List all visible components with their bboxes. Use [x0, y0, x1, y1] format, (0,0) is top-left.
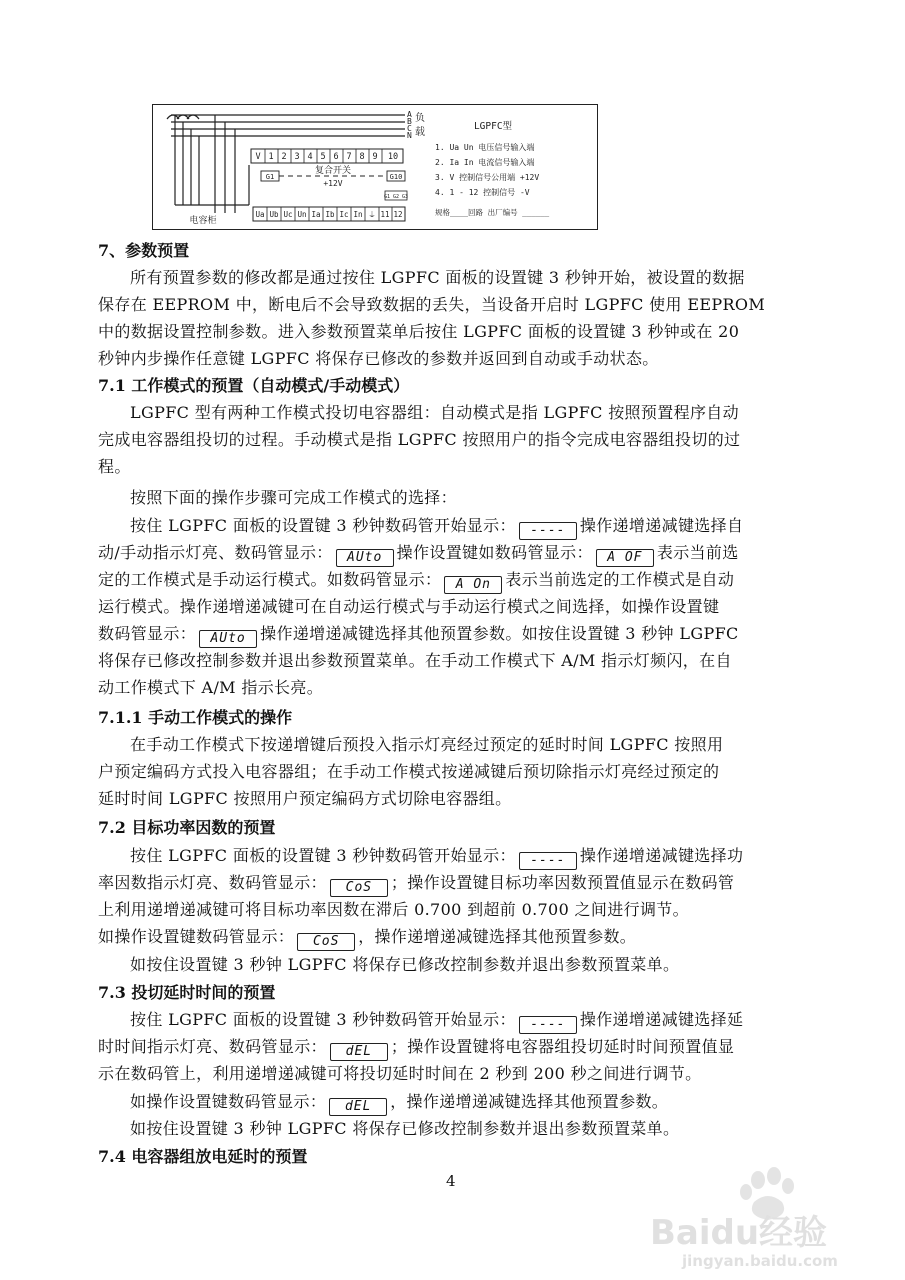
terminal-ib: Ib — [325, 210, 335, 219]
switch-g10: G10 — [389, 173, 403, 181]
s71-p3-f: 定的工作模式是手动运行模式。如数码管显示： — [98, 570, 442, 589]
display-dashes-2: ---- — [519, 852, 577, 870]
s73-line-1 — [130, 1008, 743, 1034]
diagram-legend — [435, 120, 550, 217]
terminal-9: 9 — [372, 152, 378, 162]
section-7-heading: 7、参数预置 — [98, 241, 190, 260]
terminal-4: 4 — [307, 152, 313, 162]
s72-c: 率因数指示灯亮、数码管显示： — [98, 873, 327, 892]
s71-p3-j: 操作递增递减键选择其他预置参数。如按住设置键 3 秒钟 LGPFC — [260, 624, 739, 643]
terminal-12: 12 — [393, 210, 403, 219]
display-cos-2: CoS — [297, 933, 355, 951]
display-del: dEL — [330, 1043, 388, 1061]
s72-g: ，操作递增递减键选择其他预置参数。 — [358, 927, 637, 946]
capacitor-cabinet-label: 电容柜 — [189, 216, 217, 226]
display-a-off: A OF — [596, 549, 654, 567]
s71-p3-g: 表示当前选定的工作模式是自动 — [505, 570, 735, 589]
wiring-diagram-svg — [153, 105, 599, 231]
wiring-diagram — [152, 104, 598, 230]
s73-g: ，操作递增递减键选择其他预置参数。 — [390, 1092, 669, 1111]
compound-switch — [261, 164, 405, 188]
terminal-ua: Ua — [255, 210, 265, 219]
switch-g1: G1 — [265, 173, 275, 181]
switch-voltage: +12V — [323, 179, 343, 188]
terminal-uc: Uc — [283, 210, 293, 219]
s73-line-3: 示在数码管上，利用递增递减键可将投切延时时间在 2 秒到 200 秒之间进行调节。 — [98, 1064, 702, 1083]
s72-line-1 — [130, 844, 743, 870]
terminal-10: 10 — [387, 152, 399, 162]
watermark-url: jingyan.baidu.com — [682, 1252, 838, 1270]
s71-p3-line-1 — [130, 514, 743, 540]
terminal-1: 1 — [268, 152, 274, 162]
s7-line-2: 保存在 EEPROM 中，断电后不会导致数据的丢失，当设备开启时 LGPFC 使用 EEPROM — [98, 295, 766, 314]
legend-line-1: 1. Ua Un 电压信号输入端 — [435, 143, 535, 152]
terminal-in: In — [353, 210, 363, 219]
s73-a: 按住 LGPFC 面板的设置键 3 秒钟数码管开始显示： — [130, 1010, 516, 1029]
s71-p3-line-2 — [98, 541, 739, 567]
terminal-v: V — [255, 152, 261, 162]
section-7-2-heading: 7.2 目标功率因数的预置 — [98, 818, 276, 837]
s72-a: 按住 LGPFC 面板的设置键 3 秒钟数码管开始显示： — [130, 846, 516, 865]
terminal-3: 3 — [294, 152, 300, 162]
s72-b: 操作递增递减键选择功 — [579, 846, 744, 865]
section-7-1-1-heading: 7.1.1 手动工作模式的操作 — [98, 708, 293, 727]
s72-line-4 — [98, 925, 636, 951]
display-del-2: dEL — [329, 1098, 387, 1116]
top-terminal-strip — [251, 149, 403, 163]
terminal-ic: Ic — [339, 210, 349, 219]
display-dashes: ---- — [519, 522, 577, 540]
terminal-8: 8 — [359, 152, 365, 162]
s72-line-2 — [98, 871, 734, 897]
s71-p1-line-3: 程。 — [98, 457, 131, 476]
s711-line-2: 户预定编码方式投入电容器组；在手动工作模式按递减键后预切除指示灯亮经过预定的 — [98, 762, 720, 781]
s7-line-1: 所有预置参数的修改都是通过按住 LGPFC 面板的设置键 3 秒钟开始，被设置的数据 — [130, 268, 745, 287]
s71-p3-line-4: 运行模式。操作递增递减键可在自动运行模式与手动运行模式之间选择，如操作设置键 — [98, 597, 720, 616]
s72-d: ；操作设置键目标功率因数预置值显示在数码管 — [390, 873, 735, 892]
section-7-4-heading: 7.4 电容器组放电延时的预置 — [98, 1147, 308, 1166]
terminal-un: Un — [297, 210, 307, 219]
phase-label-c: C — [407, 124, 412, 133]
s71-p3-i: 数码管显示： — [98, 624, 197, 643]
phase-label-n: N — [407, 131, 412, 140]
s71-p1-line-2: 完成电容器组投切的过程。手动模式是指 LGPFC 按照用户的指令完成电容器组投切的过 — [98, 430, 741, 449]
load-label-2: 载 — [415, 127, 425, 138]
legend-line-4: 4. 1 - 12 控制信号 -V — [435, 188, 530, 197]
section-7-3-heading: 7.3 投切延时时间的预置 — [98, 983, 276, 1002]
terminal-ub: Ub — [269, 210, 279, 219]
page-number: 4 — [446, 1172, 456, 1190]
s73-d: ；操作设置键将电容器组投切延时时间预置值显 — [390, 1037, 735, 1056]
s71-p3-line-5 — [98, 622, 739, 648]
model-title: LGPFC型 — [473, 121, 513, 132]
phase-label-b: B — [407, 117, 412, 126]
s73-line-4 — [130, 1090, 668, 1116]
switch-label: 复合开关 — [314, 166, 352, 176]
load-label-1: 负 — [415, 113, 425, 124]
display-dashes-3: ---- — [519, 1016, 577, 1034]
s73-line-5: 如按住设置键 3 秒钟 LGPFC 将保存已修改控制参数并退出参数预置菜单。 — [130, 1119, 680, 1138]
display-auto-2: AUto — [199, 630, 257, 648]
display-auto: AUto — [336, 549, 394, 567]
small-box-label: G1 G2 G3 — [383, 194, 409, 200]
s7-line-4: 秒钟内步操作任意键 LGPFC 将保存已修改的参数并返回到自动或手动状态。 — [98, 349, 659, 368]
s72-line-5: 如按住设置键 3 秒钟 LGPFC 将保存已修改控制参数并退出参数预置菜单。 — [130, 955, 680, 974]
s72-f: 如操作设置键数码管显示： — [98, 927, 295, 946]
baidu-watermark — [646, 1162, 856, 1272]
s73-f: 如操作设置键数码管显示： — [130, 1092, 327, 1111]
s71-p1-line-1: LGPFC 型有两种工作模式投切电容器组：自动模式是指 LGPFC 按照预置程序自动 — [130, 403, 739, 422]
legend-line-2: 2. Ia In 电流信号输入端 — [435, 158, 535, 167]
s71-p3-e: 表示当前选 — [656, 543, 739, 562]
legend-line-3: 3. V 控制信号公用端 +12V — [435, 173, 540, 182]
s73-line-2 — [98, 1035, 734, 1061]
s71-p3-a: 按住 LGPFC 面板的设置键 3 秒钟数码管开始显示： — [130, 516, 516, 535]
s711-line-1: 在手动工作模式下按递增键后预投入指示灯亮经过预定的延时时间 LGPFC 按照用 — [130, 735, 724, 754]
s73-c: 时时间指示灯亮、数码管显示： — [98, 1037, 327, 1056]
s71-p3-line-3 — [98, 568, 734, 594]
s711-line-3: 延时时间 LGPFC 按照用户预定编码方式切除电容器组。 — [98, 789, 512, 808]
s71-p3-d: 操作设置键如数码管显示： — [396, 543, 593, 562]
watermark-brand: Baidu经验 — [650, 1213, 828, 1253]
s71-p3-line-6: 将保存已修改控制参数并退出参数预置菜单。在手动工作模式下 A/M 指示灯频闪，在自 — [98, 651, 732, 670]
terminal-6: 6 — [333, 152, 339, 162]
terminal-2: 2 — [281, 152, 287, 162]
terminal-5: 5 — [320, 152, 326, 162]
s73-b: 操作递增递减键选择延 — [579, 1010, 744, 1029]
terminal-7: 7 — [346, 152, 352, 162]
terminal-ground: ⏚ — [368, 210, 376, 219]
s71-p2: 按照下面的操作步骤可完成工作模式的选择： — [130, 488, 458, 507]
terminal-11: 11 — [380, 210, 390, 219]
terminal-ia: Ia — [311, 210, 321, 219]
bottom-terminal-strip — [253, 207, 405, 221]
s71-p3-c: 动/手动指示灯亮、数码管显示： — [98, 543, 333, 562]
phase-label-a: A — [407, 110, 412, 119]
s71-p3-line-7: 动工作模式下 A/M 指示长亮。 — [98, 678, 324, 697]
section-7-1-heading: 7.1 工作模式的预置（自动模式/手动模式） — [98, 376, 410, 395]
display-cos: CoS — [330, 879, 388, 897]
display-a-on: A On — [444, 576, 502, 594]
s71-p3-b: 操作递增递减键选择自 — [579, 516, 744, 535]
s72-line-3: 上利用递增递减键可将目标功率因数在滞后 0.700 到超前 0.700 之间进行调节。 — [98, 900, 690, 919]
legend-footer: 规格____回路 出厂编号 ______ — [435, 208, 550, 217]
s7-line-3: 中的数据设置控制参数。进入参数预置菜单后按住 LGPFC 面板的设置键 3 秒钟或在 20 — [98, 322, 740, 341]
